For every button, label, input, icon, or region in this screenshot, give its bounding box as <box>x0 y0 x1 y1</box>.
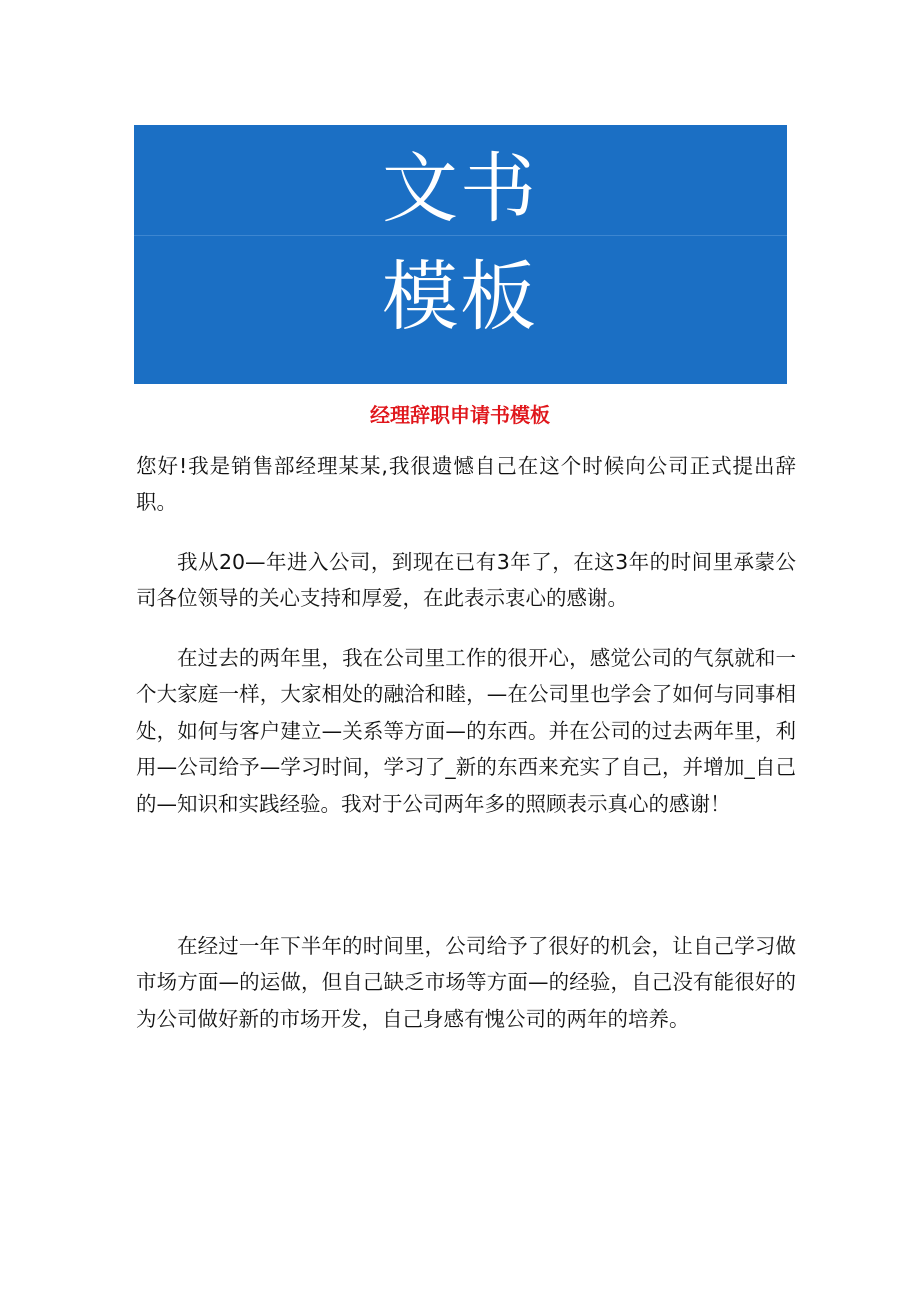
paragraph-2: 我从20—年进入公司，到现在已有3年了，在这3年的时间里承蒙公司各位领导的关心支持和厚爱，在此表示衷心的感谢。 <box>136 550 796 611</box>
paragraph-3: 在过去的两年里，我在公司里工作的很开心，感觉公司的气氛就和一个大家庭一样，大家相处的融洽和睦，—在公司里也学会了如何与同事相处，如何与客户建立—关系等方面—的东西。并在公司的过去两年里，利用—公司给予—学习时间，学习了_新的东西来充实了自己，并增加_自己的—知识和实践经验。我对于公司两年多的照顾表示真心的感谢！ <box>136 646 796 816</box>
document-title: 经理辞职申请书模板 <box>370 403 550 427</box>
paragraph-1: 您好!我是销售部经理某某,我很遗憾自己在这个时候向公司正式提出辞职。 <box>136 454 796 515</box>
banner-divider <box>134 235 787 236</box>
paragraph-4: 在经过一年下半年的时间里，公司给予了很好的机会，让自己学习做市场方面—的运做，但自己缺乏市场等方面—的经验，自己没有能很好的为公司做好新的市场开发，自己身感有愧公司的两年的培养。 <box>136 934 796 1031</box>
banner-title-line-2: 模板 <box>382 252 538 341</box>
banner-title-line-1: 文书 <box>382 144 538 233</box>
